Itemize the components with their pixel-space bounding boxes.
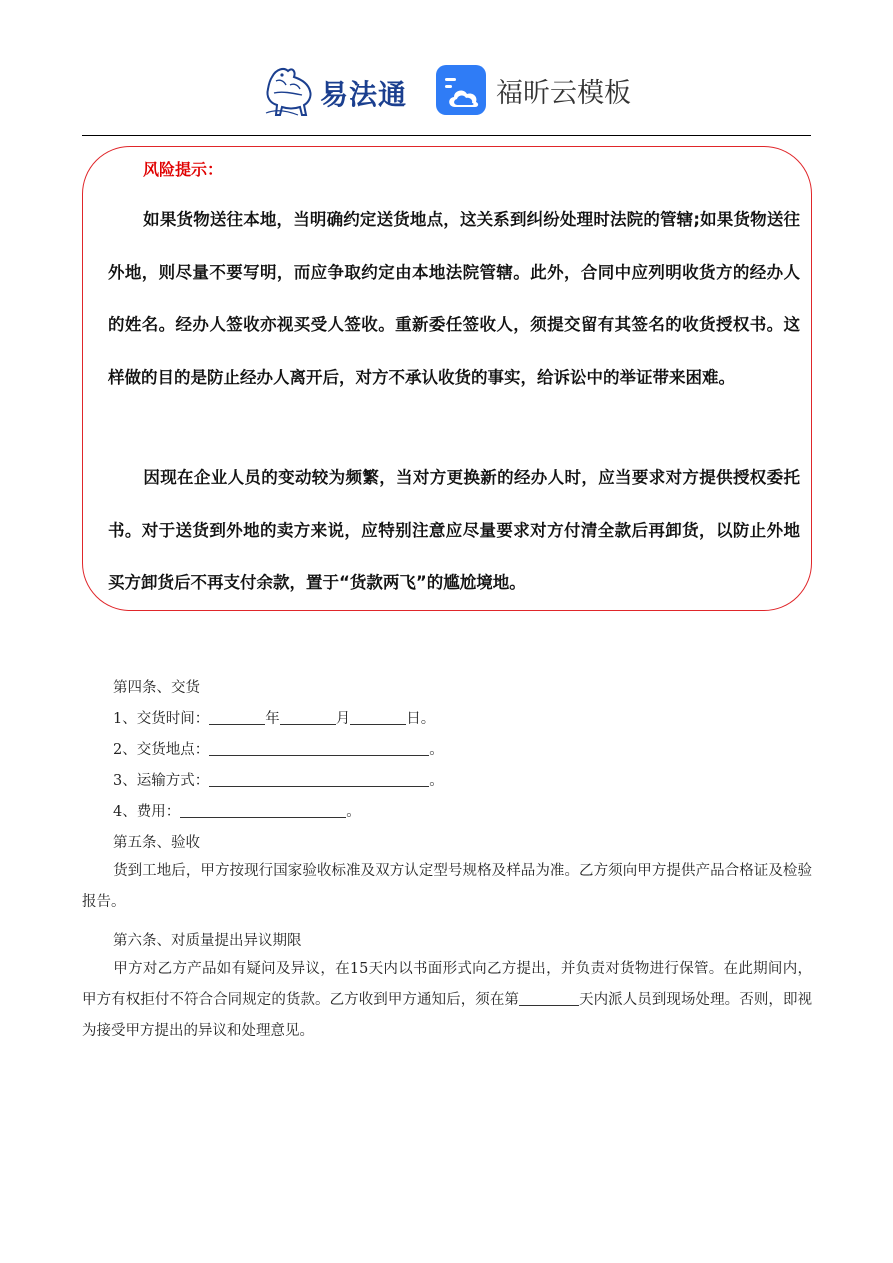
logo1-text: 易法通 (320, 78, 408, 111)
article-5-text: 货到工地后，甲方按现行国家验收标准及双方认定型号规格及样品为准。乙方须向甲方提供产品合格证及检验报告。 (82, 863, 812, 910)
risk-tip-title: 风险提示： (143, 160, 224, 179)
logo2-text: 福昕云模板 (496, 78, 631, 109)
delivery-place-blank[interactable] (209, 741, 429, 756)
cost-label: 4、费用： (113, 804, 181, 820)
delivery-time-line: 1、交货时间： 年 月 日。 (113, 711, 436, 727)
risk-paragraph-2: 因现在企业人员的变动较为频繁，当对方更换新的经办人时，应当要求对方提供授权委托书。对于送货到外地的卖方来说，应特别注意应尽量要求对方付清全款后再卸货，以防止外地买方卸货后不再支付余款，置于“货款两飞”的尴尬境地。 (108, 468, 800, 592)
risk-paragraph-1: 如果货物送往本地，当明确约定送货地点，这关系到纠纷处理时法院的管辖;如果货物送往外地，则尽量不要写明，而应争取约定由本地法院管辖。此外，合同中应列明收货方的经办人的姓名。经办人签收亦视买受人签收。重新委任签收人，须提交留有其签名的收货授权书。这样做的目的是防止经办人离开后，对方不承认收货的事实，给诉讼中的举证带来困难。 (108, 210, 800, 387)
article-6-title: 第六条、对质量提出异议期限 (113, 933, 302, 949)
transport-method-label: 3、运输方式： (113, 773, 210, 789)
cost-blank[interactable] (180, 803, 346, 818)
article-6-text: 甲方对乙方产品如有疑问及异议，在15天内以书面形式向乙方提出，并负责对货物进行保管。在此期间内，甲方有权拒付不符合合同规定的货款。乙方收到甲方通知后，须在第 天内派人员到现场处理。否则，即视为接受甲方提出的异议和处理意见。 (82, 961, 813, 1039)
transport-method-blank[interactable] (209, 772, 429, 787)
delivery-place-label: 2、交货地点： (113, 742, 210, 758)
article-4-title: 第四条、交货 (113, 680, 200, 696)
delivery-time-label: 1、交货时间： (113, 711, 210, 727)
transport-method-line: 3、运输方式： 。 (113, 773, 444, 789)
delivery-day-blank[interactable] (350, 710, 406, 725)
delivery-place-line: 2、交货地点： 。 (113, 742, 444, 758)
cost-line: 4、费用： 。 (113, 804, 361, 820)
delivery-month-blank[interactable] (280, 710, 336, 725)
delivery-year-blank[interactable] (209, 710, 265, 725)
article-5-title: 第五条、验收 (113, 835, 200, 851)
on-site-days-blank[interactable] (519, 991, 579, 1006)
